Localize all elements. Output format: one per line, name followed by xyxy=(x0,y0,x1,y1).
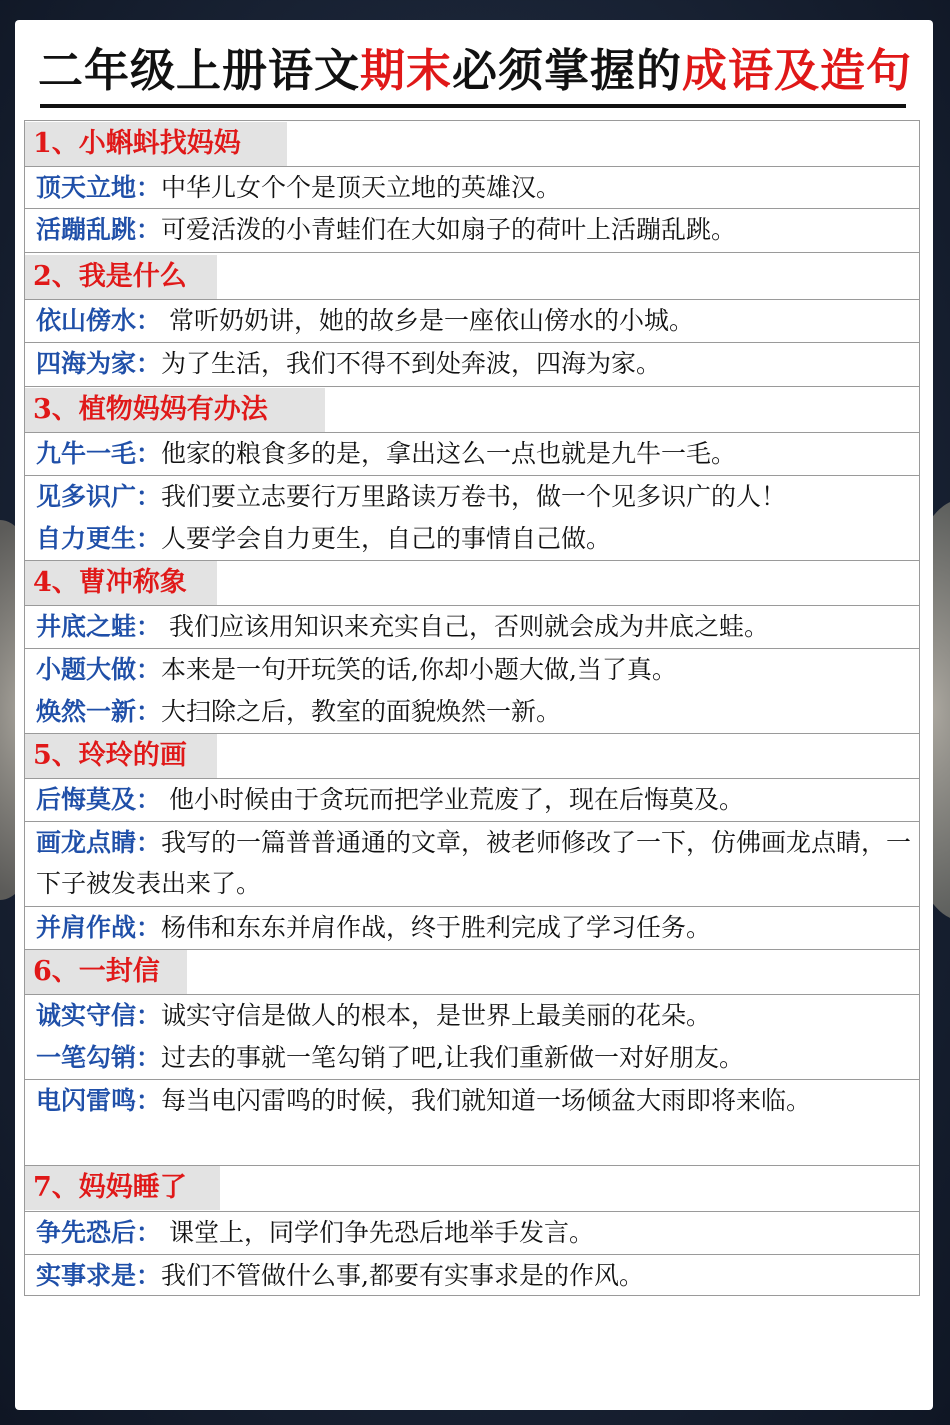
idiom-term: 争先恐后： xyxy=(36,1218,162,1247)
page-title xyxy=(0,34,950,99)
idiom-term: 见多识广： xyxy=(36,482,162,511)
idiom-entry xyxy=(24,343,920,387)
idiom-entry xyxy=(24,1080,920,1166)
idiom-term: 电闪雷鸣： xyxy=(36,1086,162,1115)
idiom-entry xyxy=(24,518,920,561)
idiom-entry xyxy=(24,995,920,1037)
idiom-sentence: 杨伟和东东并肩作战，终于胜利完成了学习任务。 xyxy=(161,913,712,942)
idiom-entry xyxy=(24,433,920,476)
title-part-3: 必须掌握的 xyxy=(452,44,683,97)
idiom-entry xyxy=(24,1037,920,1080)
idiom-entry xyxy=(24,476,920,518)
idiom-term: 实事求是： xyxy=(36,1261,162,1290)
section-heading: 2、我是什么 xyxy=(25,255,217,299)
idiom-sentence: 他小时候由于贪玩而把学业荒废了，现在后悔莫及。 xyxy=(161,785,744,814)
idiom-sentence: 诚实守信是做人的根本，是世界上最美丽的花朵。 xyxy=(161,1001,712,1030)
idiom-entry xyxy=(24,209,920,253)
section-heading: 5、玲玲的画 xyxy=(25,734,217,778)
title-part-1: 二年级上册语文 xyxy=(37,44,360,97)
idiom-entry xyxy=(24,779,920,822)
idiom-sentence: 我们不管做什么事,都要有实事求是的作风。 xyxy=(161,1261,644,1290)
idiom-entry xyxy=(24,300,920,343)
idiom-term: 依山傍水： xyxy=(36,306,162,335)
title-underline xyxy=(40,104,906,108)
idiom-sentence: 过去的事就一笔勾销了吧,让我们重新做一对好朋友。 xyxy=(161,1043,744,1072)
idiom-sentence: 本来是一句开玩笑的话,你却小题大做,当了真。 xyxy=(161,655,677,684)
idiom-entry xyxy=(24,1212,920,1255)
section-heading: 7、妈妈睡了 xyxy=(25,1166,220,1210)
idiom-sentence: 我写的一篇普普通通的文章，被老师修改了一下，仿佛画龙点睛，一下子被发表出来了。 xyxy=(36,828,912,898)
idiom-term: 自力更生： xyxy=(36,524,162,553)
idiom-sentence: 他家的粮食多的是，拿出这么一点也就是九牛一毛。 xyxy=(161,439,737,468)
idiom-entry xyxy=(24,1255,920,1296)
section-heading: 3、植物妈妈有办法 xyxy=(25,388,325,432)
idiom-entry xyxy=(24,691,920,734)
idiom-sentence: 人要学会自力更生，自己的事情自己做。 xyxy=(161,524,612,553)
idiom-term: 活蹦乱跳： xyxy=(36,215,162,244)
section-heading: 4、曹冲称象 xyxy=(25,561,217,605)
idiom-term: 九牛一毛： xyxy=(36,439,162,468)
title-part-2: 期末 xyxy=(359,44,452,97)
idiom-entry xyxy=(24,167,920,209)
idiom-term: 焕然一新： xyxy=(36,697,162,726)
title-part-4: 成语及造句 xyxy=(682,44,913,97)
idiom-term: 并肩作战： xyxy=(36,913,162,942)
idiom-sentence: 我们应该用知识来充实自己，否则就会成为井底之蛙。 xyxy=(161,612,769,641)
idiom-term: 小题大做： xyxy=(36,655,162,684)
section-heading: 1、小蝌蚪找妈妈 xyxy=(25,122,287,166)
idiom-entry xyxy=(24,606,920,649)
idiom-term: 一笔勾销： xyxy=(36,1043,162,1072)
idiom-sentence: 常听奶奶讲，她的故乡是一座依山傍水的小城。 xyxy=(161,306,694,335)
idiom-term: 后悔莫及： xyxy=(36,785,162,814)
idiom-entry xyxy=(24,649,920,691)
watermark xyxy=(220,1413,720,1421)
idiom-term: 诚实守信： xyxy=(36,1001,162,1030)
idiom-sentence: 中华儿女个个是顶天立地的英雄汉。 xyxy=(161,173,562,202)
idiom-term: 四海为家： xyxy=(36,349,162,378)
idiom-term: 顶天立地： xyxy=(36,173,162,202)
idiom-sentence: 可爱活泼的小青蛙们在大如扇子的荷叶上活蹦乱跳。 xyxy=(161,215,737,244)
idiom-sentence: 每当电闪雷鸣的时候，我们就知道一场倾盆大雨即将来临。 xyxy=(161,1086,812,1115)
idiom-term: 画龙点睛： xyxy=(36,828,162,857)
idiom-entry xyxy=(24,822,920,907)
idiom-sentence: 为了生活，我们不得不到处奔波，四海为家。 xyxy=(161,349,662,378)
idiom-sentence: 课堂上，同学们争先恐后地举手发言。 xyxy=(161,1218,594,1247)
idiom-sentence: 大扫除之后，教室的面貌焕然一新。 xyxy=(161,697,562,726)
idiom-term: 井底之蛙： xyxy=(36,612,162,641)
idiom-sentence: 我们要立志要行万里路读万卷书，做一个见多识广的人！ xyxy=(161,482,787,511)
section-heading: 6、一封信 xyxy=(25,950,187,994)
idiom-entry xyxy=(24,907,920,950)
